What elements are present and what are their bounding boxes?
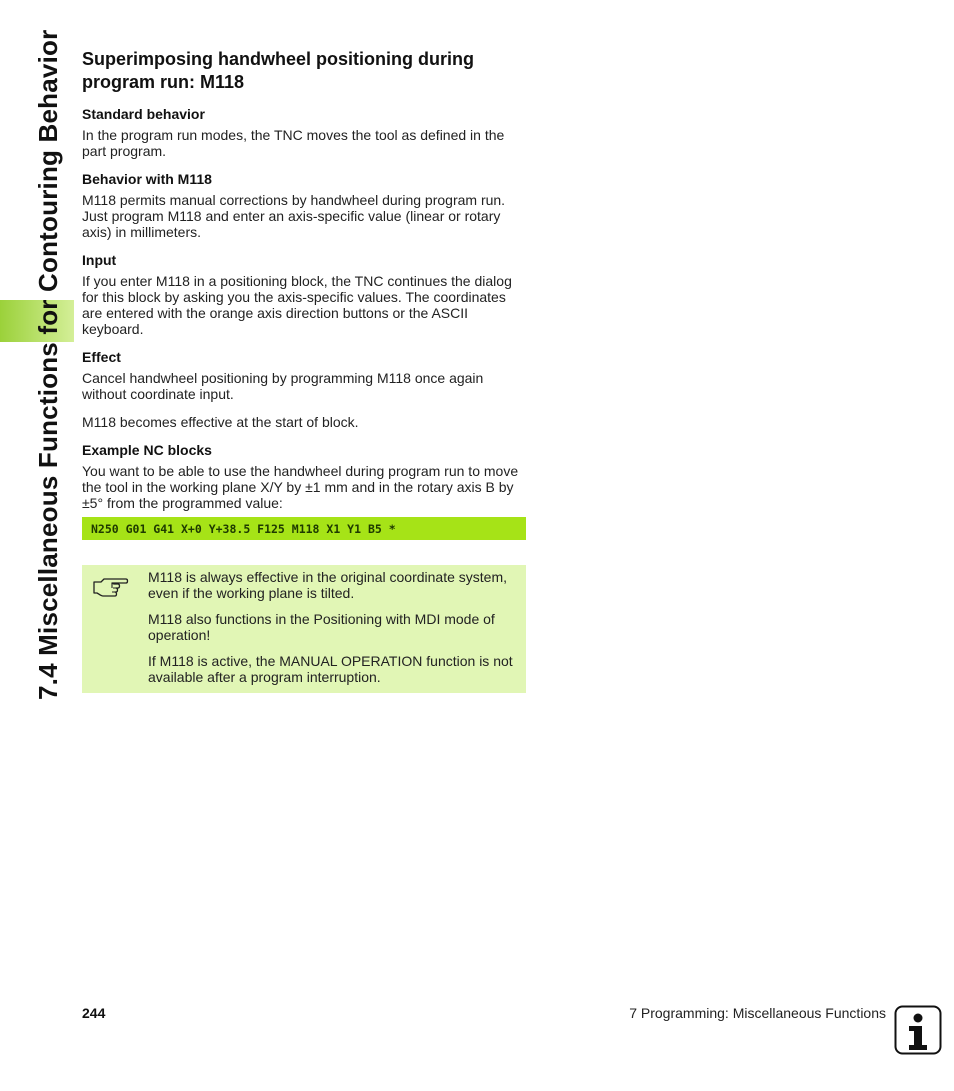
note-paragraph: If M118 is active, the MANUAL OPERATION function is not available after a program interruption. [148,653,513,685]
section-input [82,252,526,337]
page-number: 244 [82,1005,106,1021]
section-title: Effect [82,349,121,365]
section-paragraph: M118 permits manual corrections by handwheel during program run. Just program M118 and enter an axis-specific value (linear or rotary axis) in millimeters. [82,192,506,240]
section-paragraph: If you enter M118 in a positioning block, the TNC continues the dialog for this block by asking you the axis-specific values. The coordinates are entered with the orange axis direction buttons or the ASCII keyboard. [82,273,512,337]
pointing-hand-icon [92,575,130,599]
note-paragraph: M118 also functions in the Positioning with MDI mode of operation! [148,611,495,643]
page-heading: Superimposing handwheel positioning during program run: M118 [82,49,474,92]
section-behavior-m118 [82,171,526,240]
chapter-title: 7.4 Miscellaneous Functions for Contouring Behavior [33,29,63,700]
section-title: Input [82,252,117,268]
section-title: Example NC blocks [82,442,212,458]
section-paragraph: In the program run modes, the TNC moves the tool as defined in the part program. [82,127,505,159]
section-paragraph: M118 becomes effective at the start of block. [82,414,359,430]
section-standard-behavior [82,106,526,159]
section-paragraph: You want to be able to use the handwheel during program run to move the tool in the working plane X/Y by ±1 mm and in the rotary axis B by ±5° from the programmed value: [82,463,519,511]
info-icon [894,1005,942,1055]
section-title: Behavior with M118 [82,171,212,187]
note-box [82,565,526,693]
main-content [82,48,526,693]
nc-code-block: N250 G01 G41 X+0 Y+38.5 F125 M118 X1 Y1 B5 * [82,517,526,540]
section-title: Standard behavior [82,106,205,122]
section-paragraph: Cancel handwheel positioning by programming M118 once again without coordinate input. [82,370,484,402]
footer-chapter: 7 Programming: Miscellaneous Functions [629,1005,886,1021]
section-effect [82,349,526,430]
section-example [82,442,526,511]
note-paragraph: M118 is always effective in the original coordinate system, even if the working plane is tilted. [148,569,507,601]
